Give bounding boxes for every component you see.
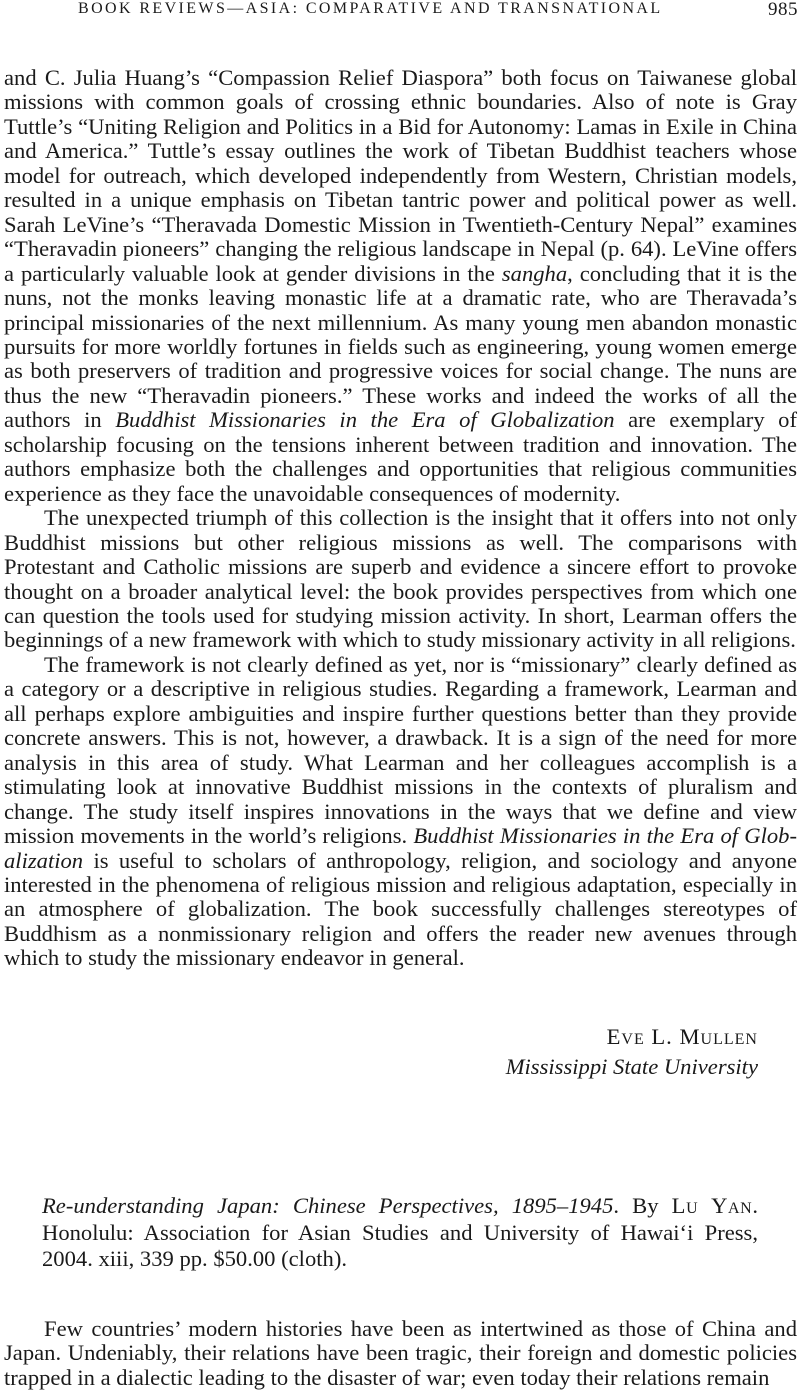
citation-details: . Honolulu: Association for Asian Studies and University of Hawai‘i Press, 2004. xiii, 339 pp. $50.00 (cloth). [42,1193,758,1271]
italic-term-sangha: sangha [501,260,568,286]
review-body [4,66,797,971]
reviewer-signature [506,1022,758,1082]
review-paragraph-1 [4,66,797,506]
review-paragraph-3 [4,653,797,971]
citation-author: Lu Yan [671,1193,753,1218]
page-number: 985 [768,0,798,20]
review-paragraph-2: The unexpected triumph of this collection is the insight that it offers into not only Buddhist missions but other religious missions as well. The comparisons with Protestant and Catholic missions are superb and evidence a sincere effort to provoke thought on a broader analytical level: the book provides perspectives from which one can question the tools used for studying mission activity. In short, Learman offers the beginnings of a new framework with which to study missionary activity in all religions. [4,505,797,653]
citation-by: . By [613,1193,672,1218]
paragraph-text: and C. Julia Huang’s “Compassion Relief Diaspora” both focus on Taiwanese global missions with common goals of crossing ethnic boundaries. Also of note is Gray Tuttle’s “Uniting Religion and Politics in a Bid for Autonomy: Lamas in Exile in China and America.” Tuttle’s essay outlines the work of Tibetan Buddhist teachers whose model for outreach, which developed independently from Western, Christian models, resulted in a unique emphasis on Tibetan tantric power and political power as well. Sarah LeVine’s “Theravada Domestic Mission in Twentieth-Century Nepal” examines “Theravadin pioneers” changing the religious landscape in Nepal (p. 64). LeVine offers a particularly valuable look at gender divisions in the [4,65,797,286]
review-2-opening-paragraph: Few countries’ modern histories have been as intertwined as those of China and Japan. Undeniably, their relations have been tragic, their foreign and domestic policies trapped in a dialectic leading to the disaster of war; even today their relations remain [4,1316,797,1390]
paragraph-text: The framework is not clearly defined as yet, nor is “missionary” clearly defined as a category or a descriptive in religious studies. Regarding a framework, Learman and all perhaps explore ambiguities and inspire further questions better than they provide concrete answers. This is not, however, a drawback. It is a sign of the need for more analysis in this area of study. What Learman and her colleagues accomplish is a stimulating look at innovative Buddhist missions in the contexts of pluralism and change. The study itself inspires innovations in the ways that we define and view mission movements in the world’s religions. [4,651,797,849]
book-citation [42,1193,758,1273]
running-head-title: BOOK REVIEWS—ASIA: COMPARATIVE AND TRANSNATIONAL [78,0,663,17]
reviewer-name: Eve L. Mullen [606,1024,758,1049]
running-head [0,0,800,22]
citation-book-title: Re-understanding Japan: Chinese Perspectives, 1895–1945 [42,1193,614,1218]
reviewer-affiliation: Mississippi State University [505,1054,758,1079]
italic-book-title: Buddhist Missionaries in the Era of Globalization [4,823,798,873]
paragraph-text: is useful to scholars of anthropology, religion, and sociology and anyone interested in the phenomena of religious mission and religious adaptation, especially in an atmosphere of globalization. The book successfully challenges stereotypes of Buddhism as a nonmissionary religion and offers the reader new avenues through which to study the missionary endeavor in general. [4,847,797,971]
italic-book-title: Buddhist Missionaries in the Era of Globalization [115,407,615,433]
paragraph-text: , concluding that it is the nuns, not the monks leaving monastic life at a dramatic rate, who are Theravada’s principal missionaries of the next millennium. As many young men abandon monastic pursuits for more worldly fortunes in fields such as engineering, young women emerge as both preservers of tradition and progressive voices for social change. The nuns are thus the new “Theravadin pioneers.” These works and indeed the works of all the authors in [4,260,797,433]
paragraph-text: are exemplary of scholarship focusing on the tensions inherent between tradition and innovation. The authors emphasize both the challenges and opportunities that religious communities experience as they face the unavoidable consequences of modernity. [4,407,798,506]
